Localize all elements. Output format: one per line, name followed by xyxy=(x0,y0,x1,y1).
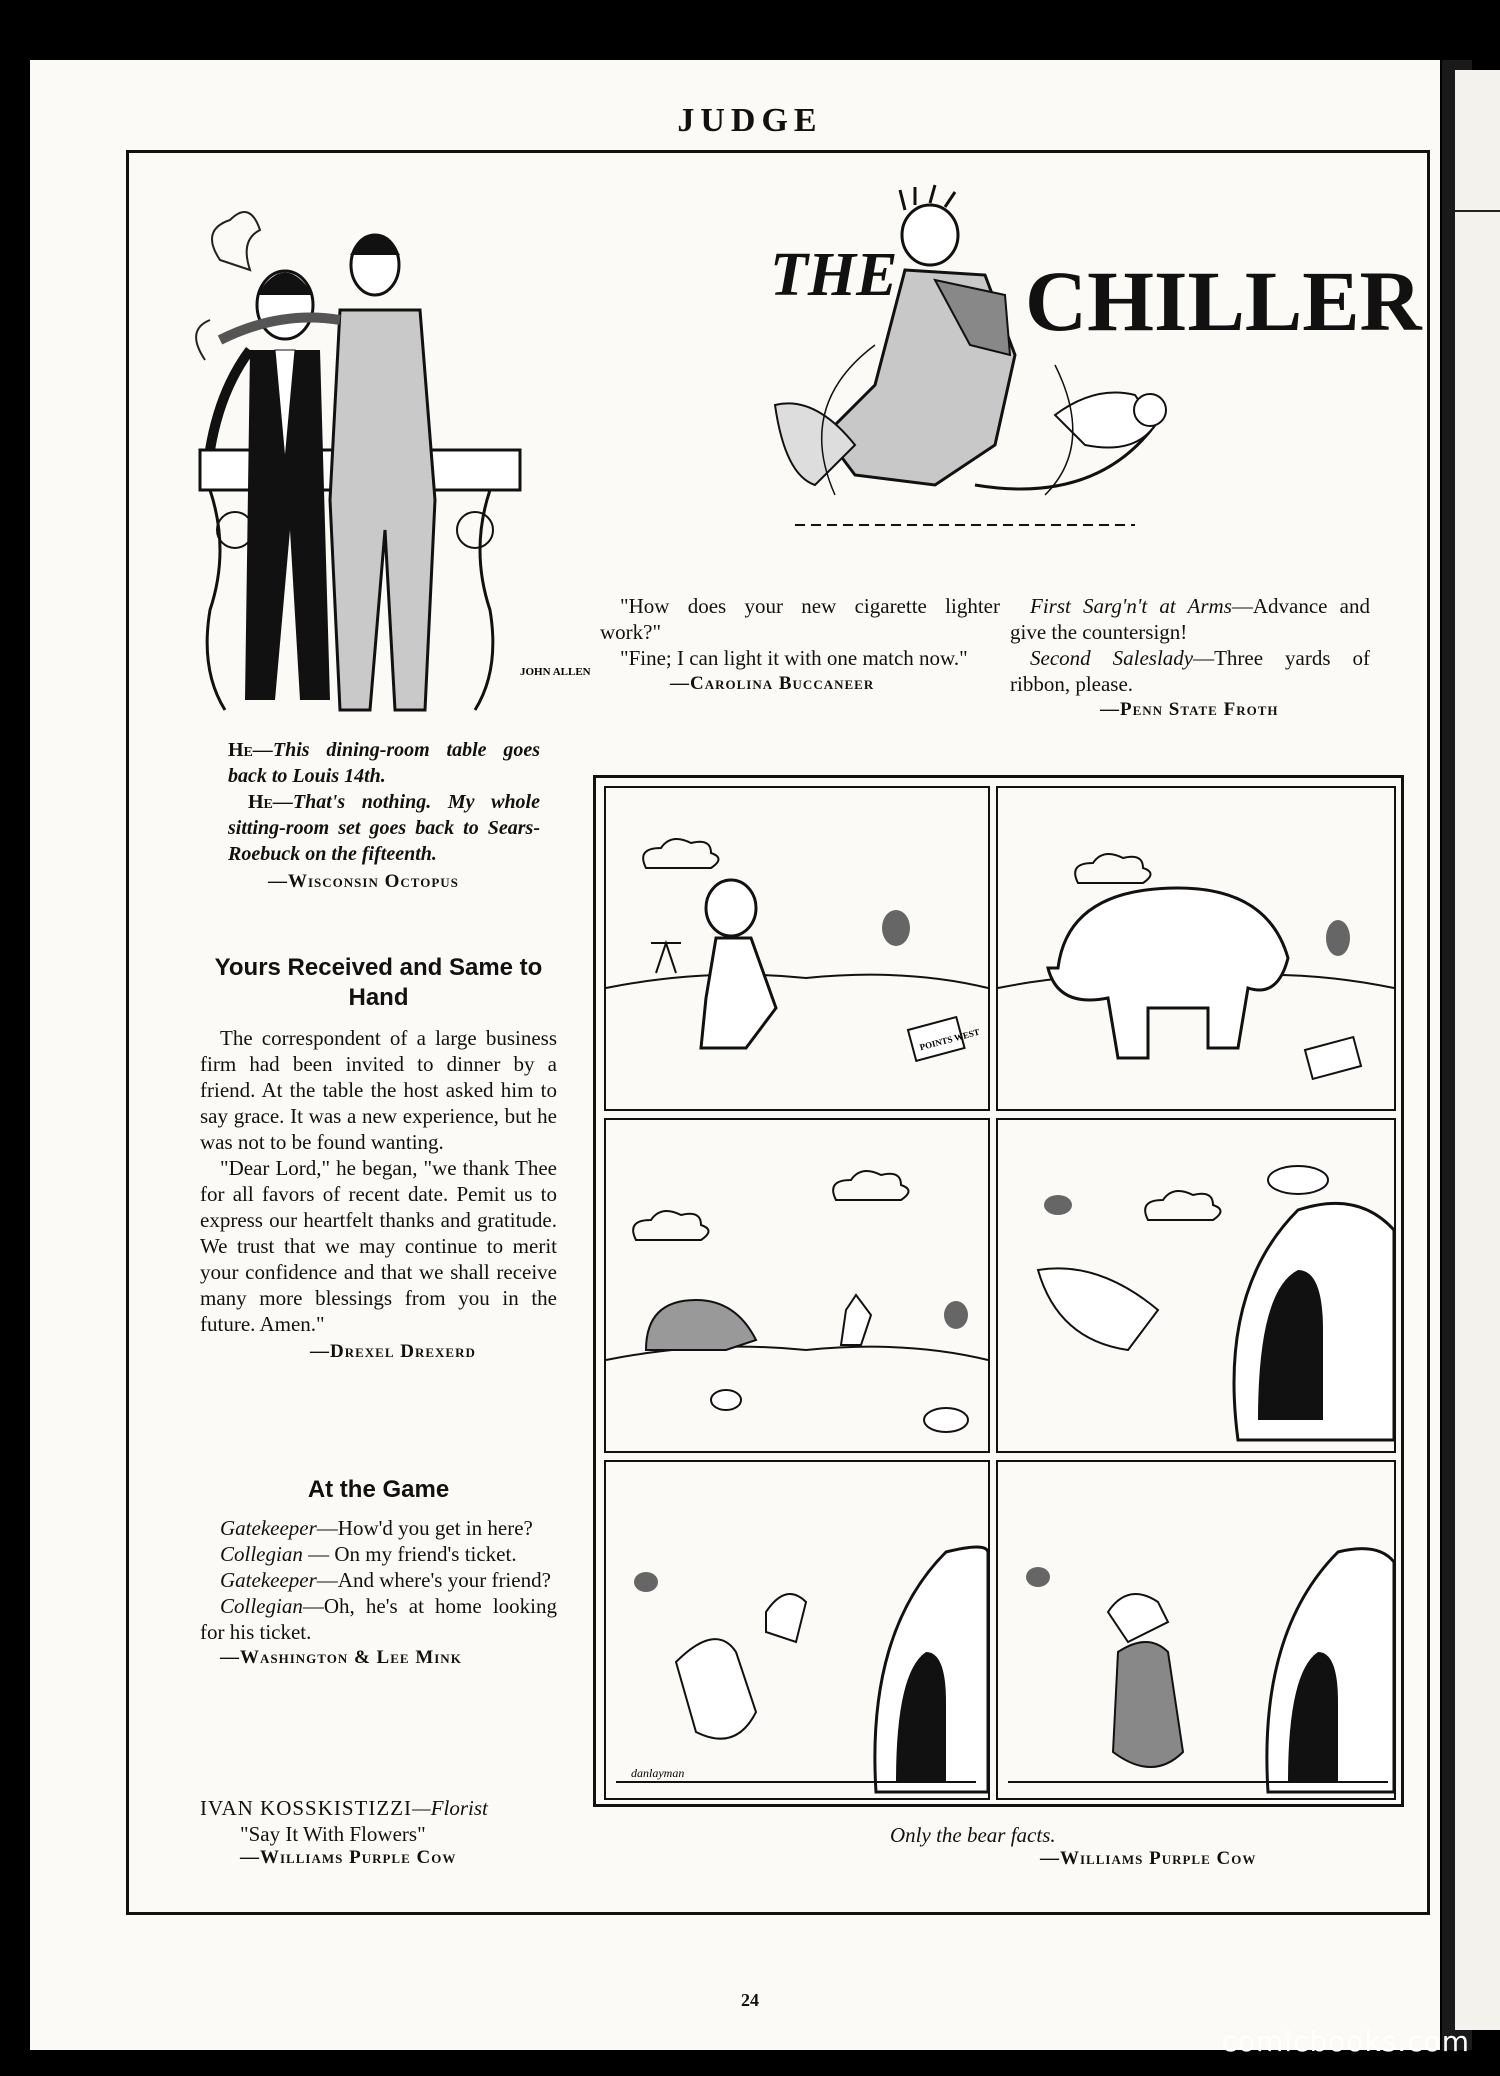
speaker: Collegian xyxy=(220,1594,303,1618)
comic-caption-block xyxy=(890,1822,1330,1870)
cartoon-the-chiller xyxy=(755,185,1422,555)
comic-panel-3 xyxy=(604,1118,990,1453)
credit: —Carolina Buccaneer xyxy=(670,673,875,694)
credit: —Williams Purple Cow xyxy=(240,1847,457,1868)
page-number: 24 xyxy=(741,1990,759,2010)
credit: —Williams Purple Cow xyxy=(1040,1848,1257,1869)
florist-slogan: "Say It With Flowers" xyxy=(240,1822,426,1846)
artist-signature: JOHN ALLEN xyxy=(520,666,591,678)
dialogue-line: —And where's your friend? xyxy=(316,1568,551,1592)
caption-speaker: He xyxy=(228,739,253,761)
speaker: Gatekeeper xyxy=(220,1568,317,1592)
dialogue-line: — On my friend's ticket. xyxy=(302,1542,517,1566)
speaker: Collegian xyxy=(220,1542,303,1566)
story-paragraph: The correspondent of a large business firm had been invited to dinner by a friend. At the table the host asked him to say grace. It was a new experience, but he was not to be found wanting. xyxy=(200,1026,557,1154)
dialogue-line: —How'd you get in here? xyxy=(316,1516,533,1540)
comic-panel-6 xyxy=(996,1460,1396,1800)
comic-panel-4 xyxy=(996,1118,1396,1453)
story-heading: Yours Received and Same to Hand xyxy=(214,954,543,1011)
comic-panel-2 xyxy=(996,786,1396,1111)
story-yours-received xyxy=(200,953,557,1363)
story-heading: At the Game xyxy=(307,1476,450,1503)
dialogue-line: —Oh, he's at home looking for his ticket. xyxy=(200,1594,557,1644)
comic-caption: Only the bear facts. xyxy=(890,1823,1056,1847)
sign-text: POINTS WEST xyxy=(918,1026,981,1053)
florist-name: IVAN KOSSKISTIZZI xyxy=(200,1796,413,1820)
comic-artist-signature: danlayman xyxy=(631,1766,685,1780)
comic-strip xyxy=(593,775,1404,1807)
credit: —Washington & Lee Mink xyxy=(220,1647,462,1668)
credit: —Penn State Froth xyxy=(1100,699,1279,720)
speaker: First Sarg'n't at Arms xyxy=(1030,594,1232,618)
story-at-the-game xyxy=(200,1475,557,1669)
cartoon-dining-table xyxy=(190,200,591,730)
credit: —Wisconsin Octopus xyxy=(268,871,459,892)
adjacent-page-edge xyxy=(1455,70,1500,2030)
joke-line: "How does your new cigarette lighter work?" xyxy=(600,594,1000,644)
watermark: comicbooks.com xyxy=(1221,2025,1470,2058)
cartoon1-caption xyxy=(228,737,540,893)
chiller-title-right: CHILLER xyxy=(1025,253,1422,349)
speaker: Second Saleslady xyxy=(1030,646,1194,670)
story-paragraph: "Dear Lord," he began, "we thank Thee for all favors of recent date. Pemit us to express our heartfelt thanks and gratitude. We trust that we may continue to merit your confidence and that we shall receive many more blessings from you in the future. Amen." xyxy=(200,1156,557,1336)
chiller-title-left: THE xyxy=(770,241,898,309)
speaker: Gatekeeper xyxy=(220,1516,317,1540)
joke-line: —Three yards of ribbon, please. xyxy=(1010,646,1370,696)
masthead: JUDGE xyxy=(677,102,823,139)
joke-arms xyxy=(1010,593,1370,721)
florist-joke xyxy=(200,1795,557,1869)
caption-speaker: He xyxy=(248,791,273,813)
comic-panel-5 xyxy=(604,1460,990,1800)
caption-line: —This dining-room table goes back to Louis 14th. xyxy=(228,739,540,787)
caption-line: —That's nothing. My whole sitting-room set goes back to Sears-Roebuck on the fifteenth. xyxy=(228,791,540,865)
comic-panel-1 xyxy=(604,786,990,1111)
credit: —Drexel Drexerd xyxy=(310,1341,476,1362)
joke-lighter xyxy=(600,593,1000,695)
joke-line: —Advance and give the countersign! xyxy=(1010,594,1370,644)
florist-title: —Florist xyxy=(412,1796,488,1820)
joke-line: "Fine; I can light it with one match now." xyxy=(620,646,968,670)
